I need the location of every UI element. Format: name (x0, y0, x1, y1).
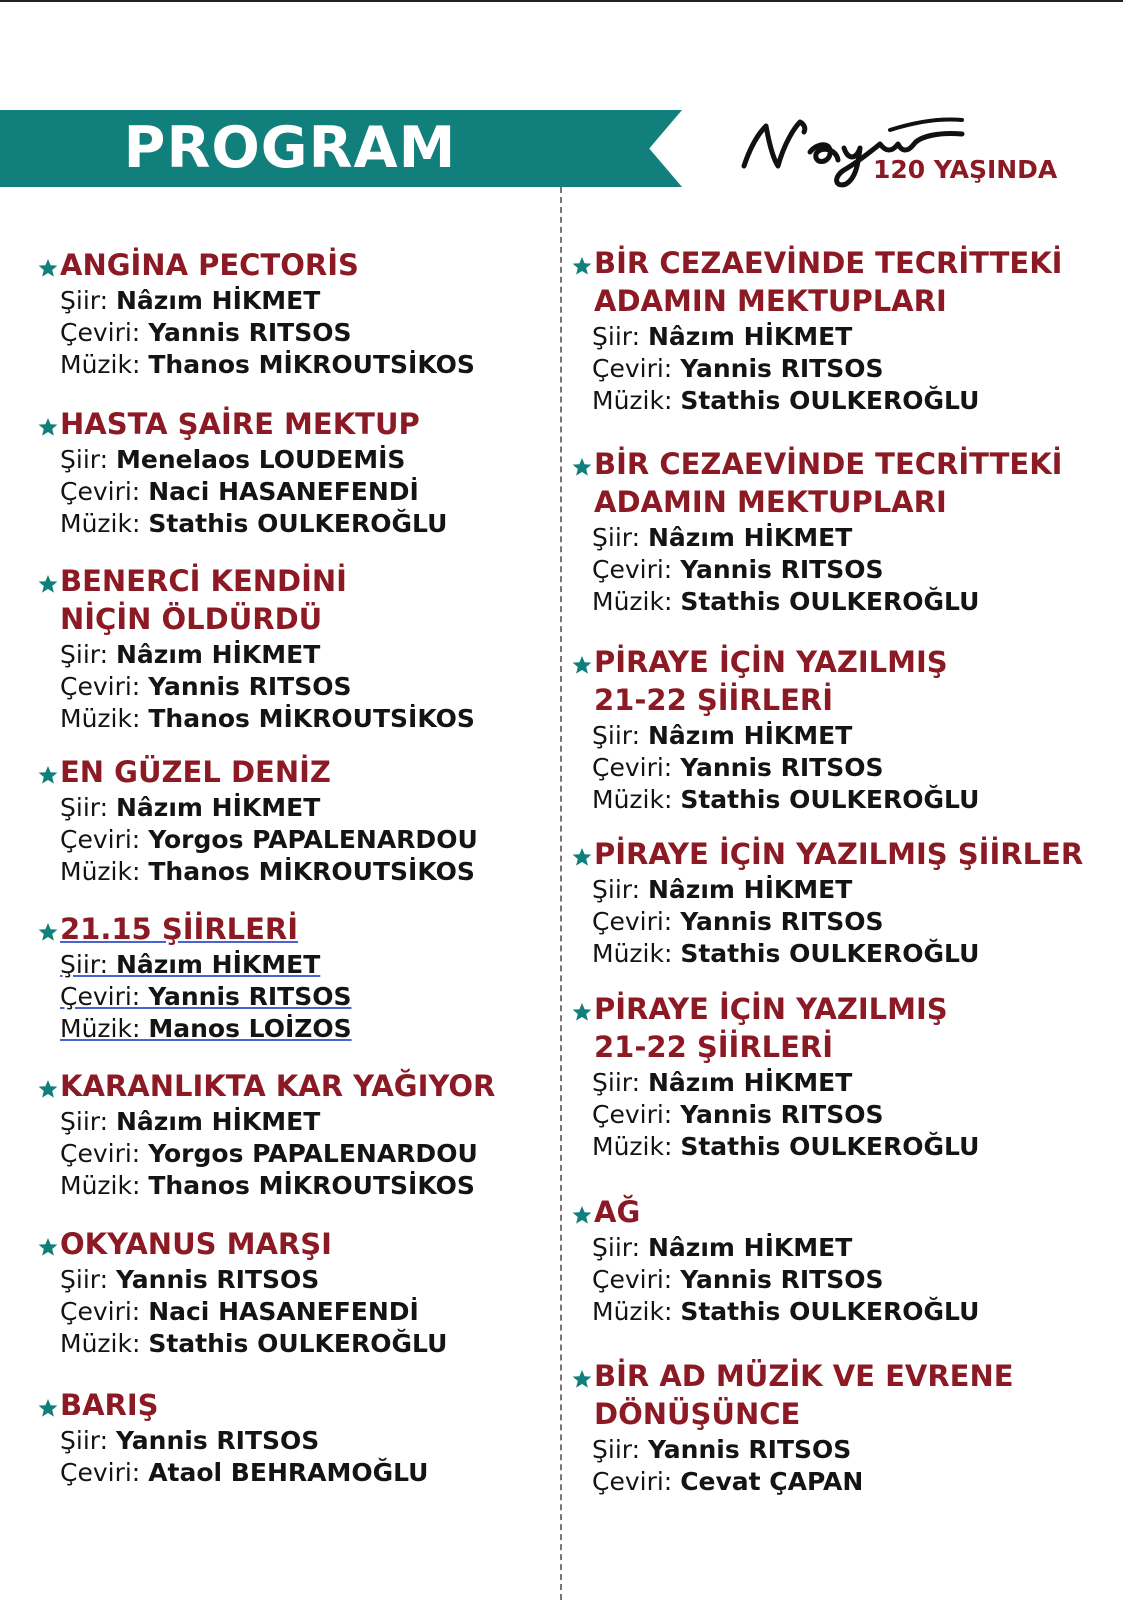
poem-label: Şiir: (60, 286, 109, 315)
music-value: Thanos MİKROUTSİKOS (148, 857, 475, 886)
translation-value: Yorgos PAPALENARDOU (148, 825, 478, 854)
translation-credit (38, 317, 475, 349)
poem-credit (572, 1434, 863, 1466)
column-divider (560, 187, 562, 1600)
poem-label: Şiir: (592, 322, 641, 351)
translation-value: Naci HASANEFENDİ (148, 1297, 419, 1326)
music-credit (572, 784, 979, 816)
star-icon (38, 574, 58, 594)
poem-value: Nâzım HİKMET (647, 1233, 853, 1262)
translation-value: Yannis RITSOS (148, 982, 352, 1011)
poem-credit (572, 321, 979, 353)
poem-label: Şiir: (60, 1426, 109, 1455)
poem-value: Nâzım HİKMET (115, 286, 321, 315)
poem-value: Nâzım HİKMET (115, 793, 321, 822)
program-entry (572, 991, 979, 1163)
translation-credit (572, 1099, 979, 1131)
entry-title: BİR AD MÜZİK VE EVRENE (594, 1359, 1014, 1393)
star-icon (38, 1398, 58, 1418)
poem-label: Şiir: (592, 1435, 641, 1464)
poem-label: Şiir: (592, 523, 641, 552)
music-credit (572, 586, 979, 618)
star-icon (38, 765, 58, 785)
translation-label: Çeviri: (592, 354, 673, 383)
translation-label: Çeviri: (592, 1265, 673, 1294)
poem-credit (38, 792, 478, 824)
poem-value: Menelaos LOUDEMİS (115, 445, 406, 474)
entry-title: ADAMIN MEKTUPLARI (594, 485, 947, 519)
translation-credit (38, 671, 475, 703)
poem-label: Şiir: (60, 445, 109, 474)
star-icon (572, 457, 592, 477)
music-credit (38, 703, 475, 735)
entry-title: ANGİNA PECTORİS (60, 248, 359, 282)
music-value: Thanos MİKROUTSİKOS (148, 704, 475, 733)
music-label: Müzik: (60, 350, 141, 379)
poem-credit (38, 1264, 447, 1296)
entry-title: ADAMIN MEKTUPLARI (594, 284, 947, 318)
music-label: Müzik: (592, 587, 673, 616)
program-entry (38, 911, 352, 1045)
logo-subtitle: 120 YAŞINDA (873, 155, 1058, 184)
program-entry (38, 1226, 447, 1360)
translation-value: Yannis RITSOS (680, 753, 884, 782)
poem-value: Nâzım HİKMET (647, 721, 853, 750)
poem-credit (38, 1425, 428, 1457)
translation-credit (38, 981, 352, 1013)
translation-value: Yorgos PAPALENARDOU (148, 1139, 478, 1168)
entry-title: PİRAYE İÇİN YAZILMIŞ (594, 992, 948, 1026)
poem-credit (38, 285, 475, 317)
music-value: Stathis OULKEROĞLU (680, 785, 980, 814)
music-value: Stathis OULKEROĞLU (148, 1329, 448, 1358)
translation-label: Çeviri: (592, 555, 673, 584)
music-label: Müzik: (60, 509, 141, 538)
entry-title: BENERCİ KENDİNİ (60, 564, 347, 598)
translation-label: Çeviri: (592, 907, 673, 936)
program-entry (38, 1068, 496, 1202)
poem-label: Şiir: (60, 640, 109, 669)
entry-title: HASTA ŞAİRE MEKTUP (60, 407, 420, 441)
entry-title: DÖNÜŞÜNCE (594, 1397, 801, 1431)
poem-credit (38, 444, 447, 476)
poem-value: Yannis RITSOS (115, 1265, 320, 1294)
translation-label: Çeviri: (60, 1297, 141, 1326)
poem-value: Nâzım HİKMET (647, 875, 853, 904)
music-label: Müzik: (60, 857, 141, 886)
translation-credit (38, 1296, 447, 1328)
program-entry (38, 1387, 428, 1489)
poem-value: Nâzım HİKMET (647, 322, 853, 351)
music-credit (572, 1131, 979, 1163)
music-value: Thanos MİKROUTSİKOS (148, 1171, 475, 1200)
poem-label: Şiir: (60, 793, 109, 822)
entry-title: NİÇİN ÖLDÜRDÜ (60, 602, 323, 636)
poem-label: Şiir: (592, 1233, 641, 1262)
music-label: Müzik: (592, 939, 673, 968)
music-label: Müzik: (60, 1329, 141, 1358)
star-icon (572, 1369, 592, 1389)
music-label: Müzik: (60, 1014, 141, 1043)
translation-credit (572, 1264, 979, 1296)
music-credit (38, 1328, 447, 1360)
poem-credit (572, 1232, 979, 1264)
music-credit (38, 1013, 352, 1045)
star-icon (38, 417, 58, 437)
translation-credit (572, 554, 979, 586)
poem-credit (38, 639, 475, 671)
star-icon (572, 655, 592, 675)
poem-label: Şiir: (592, 1068, 641, 1097)
translation-value: Yannis RITSOS (680, 1100, 884, 1129)
music-label: Müzik: (60, 1171, 141, 1200)
music-value: Stathis OULKEROĞLU (148, 509, 448, 538)
program-entry (38, 754, 478, 888)
poem-value: Nâzım HİKMET (115, 950, 321, 979)
music-value: Stathis OULKEROĞLU (680, 1297, 980, 1326)
poem-credit (572, 1067, 979, 1099)
star-icon (572, 256, 592, 276)
music-label: Müzik: (592, 1297, 673, 1326)
poem-credit (572, 720, 979, 752)
poem-label: Şiir: (60, 1107, 109, 1136)
translation-credit (572, 353, 979, 385)
music-value: Manos LOİZOS (148, 1014, 352, 1043)
translation-value: Yannis RITSOS (680, 1265, 884, 1294)
music-label: Müzik: (592, 386, 673, 415)
entry-title: 21-22 ŞİİRLERİ (594, 683, 834, 717)
music-credit (38, 508, 447, 540)
music-value: Stathis OULKEROĞLU (680, 939, 980, 968)
program-entry (38, 406, 447, 540)
entry-title: 21-22 ŞİİRLERİ (594, 1030, 834, 1064)
poem-value: Nâzım HİKMET (647, 523, 853, 552)
poem-credit (572, 874, 979, 906)
music-label: Müzik: (592, 785, 673, 814)
translation-value: Yannis RITSOS (148, 672, 352, 701)
program-entry (572, 1358, 1014, 1498)
poem-credit (572, 522, 979, 554)
star-icon (572, 1002, 592, 1022)
music-credit (38, 1170, 478, 1202)
poem-value: Yannis RITSOS (647, 1435, 852, 1464)
translation-label: Çeviri: (60, 672, 141, 701)
translation-value: Yannis RITSOS (680, 907, 884, 936)
music-credit (38, 856, 478, 888)
star-icon (38, 922, 58, 942)
entry-title: BİR CEZAEVİNDE TECRİTTEKİ (594, 246, 1063, 280)
translation-value: Naci HASANEFENDİ (148, 477, 419, 506)
translation-label: Çeviri: (592, 1100, 673, 1129)
entry-title: KARANLIKTA KAR YAĞIYOR (60, 1069, 496, 1103)
program-entry (572, 644, 979, 816)
poem-value: Nâzım HİKMET (647, 1068, 853, 1097)
translation-credit (38, 476, 447, 508)
translation-credit (38, 824, 478, 856)
translation-value: Ataol BEHRAMOĞLU (148, 1458, 429, 1487)
poem-value: Yannis RITSOS (115, 1426, 320, 1455)
poem-label: Şiir: (592, 875, 641, 904)
entry-title: BARIŞ (60, 1388, 159, 1422)
music-credit (572, 385, 979, 417)
program-entry (572, 836, 1084, 970)
music-label: Müzik: (60, 704, 141, 733)
program-entry (38, 563, 475, 735)
music-credit (38, 349, 475, 381)
poem-label: Şiir: (60, 950, 109, 979)
top-rule (0, 0, 1123, 2)
translation-credit (572, 906, 979, 938)
entry-title: BİR CEZAEVİNDE TECRİTTEKİ (594, 447, 1063, 481)
music-credit (572, 938, 979, 970)
entry-title: EN GÜZEL DENİZ (60, 755, 331, 789)
translation-value: Yannis RITSOS (148, 318, 352, 347)
program-entry (38, 247, 475, 381)
translation-credit (38, 1138, 478, 1170)
translation-credit (38, 1457, 428, 1489)
music-credit (572, 1296, 979, 1328)
music-value: Stathis OULKEROĞLU (680, 1132, 980, 1161)
translation-label: Çeviri: (60, 477, 141, 506)
entry-title: 21.15 ŞİİRLERİ (60, 912, 299, 946)
music-label: Müzik: (592, 1132, 673, 1161)
translation-value: Yannis RITSOS (680, 354, 884, 383)
star-icon (38, 1079, 58, 1099)
star-icon (572, 847, 592, 867)
entry-title: PİRAYE İÇİN YAZILMIŞ (594, 645, 948, 679)
entry-title: OKYANUS MARŞI (60, 1227, 332, 1261)
translation-value: Cevat ÇAPAN (680, 1467, 864, 1496)
music-value: Stathis OULKEROĞLU (680, 386, 980, 415)
translation-label: Çeviri: (60, 825, 141, 854)
poem-value: Nâzım HİKMET (115, 640, 321, 669)
translation-credit (572, 1466, 863, 1498)
star-icon (38, 1237, 58, 1257)
poem-value: Nâzım HİKMET (115, 1107, 321, 1136)
entry-title: AĞ (594, 1195, 641, 1229)
translation-label: Çeviri: (592, 1467, 673, 1496)
poem-label: Şiir: (592, 721, 641, 750)
translation-label: Çeviri: (592, 753, 673, 782)
program-entry (572, 446, 1063, 618)
translation-label: Çeviri: (60, 982, 141, 1011)
program-entry (572, 245, 1063, 417)
music-value: Thanos MİKROUTSİKOS (148, 350, 475, 379)
poem-label: Şiir: (60, 1265, 109, 1294)
translation-label: Çeviri: (60, 1139, 141, 1168)
star-icon (572, 1205, 592, 1225)
translation-label: Çeviri: (60, 318, 141, 347)
translation-label: Çeviri: (60, 1458, 141, 1487)
entry-title: PİRAYE İÇİN YAZILMIŞ ŞİİRLER (594, 837, 1084, 871)
poem-credit (38, 1106, 478, 1138)
poem-credit (38, 949, 352, 981)
program-entry (572, 1194, 979, 1328)
music-value: Stathis OULKEROĞLU (680, 587, 980, 616)
translation-credit (572, 752, 979, 784)
star-icon (38, 258, 58, 278)
translation-value: Yannis RITSOS (680, 555, 884, 584)
banner-title: PROGRAM (123, 115, 457, 181)
